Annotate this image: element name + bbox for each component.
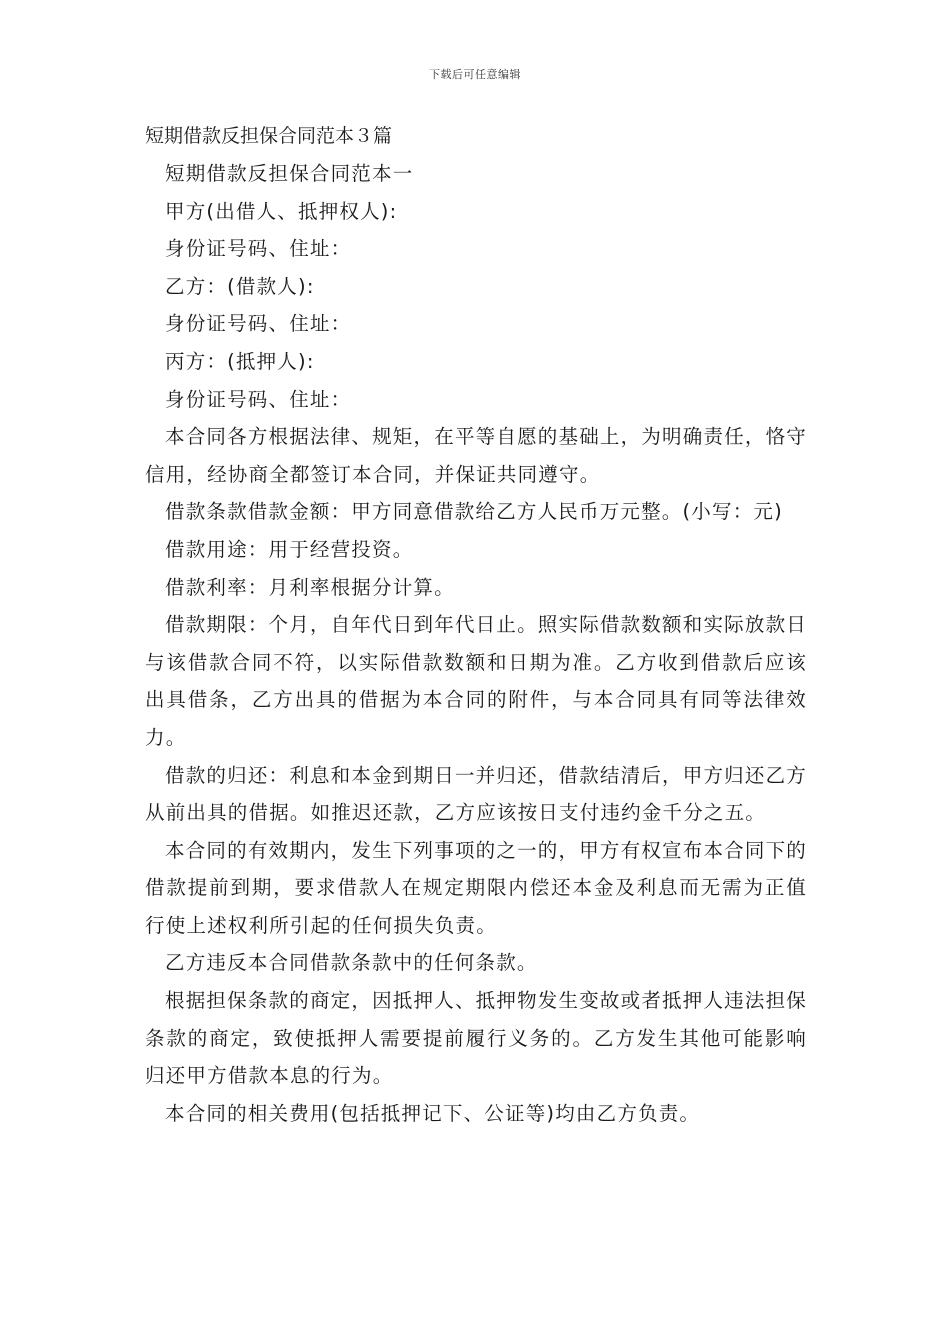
paragraph: 乙方：(借款人):	[165, 274, 315, 298]
paragraph: 借款的归还：利息和本金到期日一并归还，借款结清后，甲方归还乙方从前出具的借据。如推迟还款，乙方应该按日支付违约金千分之五。	[145, 763, 807, 825]
paragraph: 本合同的相关费用(包括抵押记下、公证等)均由乙方负责。	[165, 1101, 701, 1125]
paragraph: 借款利率：月利率根据分计算。	[165, 575, 455, 599]
paragraph: 乙方违反本合同借款条款中的任何条款。	[165, 951, 538, 975]
document-title: 短期借款反担保合同范本３篇	[145, 125, 393, 147]
paragraph: 甲方(出借人、抵押权人):	[165, 199, 398, 223]
paragraph: 借款条款借款金额：甲方同意借款给乙方人民币万元整。(小写：元)	[165, 500, 783, 524]
paragraph: 本合同的有效期内，发生下列事项的之一的，甲方有权宣布本合同下的借款提前到期，要求借款人在规定期限内偿还本金及利息而无需为正值行使上述权利所引起的任何损失负责。	[145, 838, 807, 937]
paragraph: 借款用途：用于经营投资。	[165, 537, 414, 561]
document-body	[145, 155, 807, 1132]
paragraph: 身份证号码、住址：	[165, 237, 352, 261]
paragraph: 丙方：(抵押人):	[165, 349, 315, 373]
header-note: 下载后可任意编辑	[429, 68, 521, 81]
paragraph: 身份证号码、住址：	[165, 312, 352, 336]
paragraph: 本合同各方根据法律、规矩，在平等自愿的基础上，为明确责任，恪守信用，经协商全都签订本合同，并保证共同遵守。	[145, 425, 807, 486]
paragraph: 身份证号码、住址：	[165, 387, 352, 411]
paragraph: 短期借款反担保合同范本一	[165, 162, 414, 185]
paragraph: 根据担保条款的商定，因抵押人、抵押物发生变故或者抵押人违法担保条款的商定，致使抵押人需要提前履行义务的。乙方发生其他可能影响归还甲方借款本息的行为。	[145, 989, 807, 1088]
paragraph: 借款期限：个月，自年代日到年代日止。照实际借款数额和实际放款日与该借款合同不符，以实际借款数额和日期为准。乙方收到借款后应该出具借条，乙方出具的借据为本合同的附件，与本合同具有同等法律效力。	[145, 613, 807, 749]
